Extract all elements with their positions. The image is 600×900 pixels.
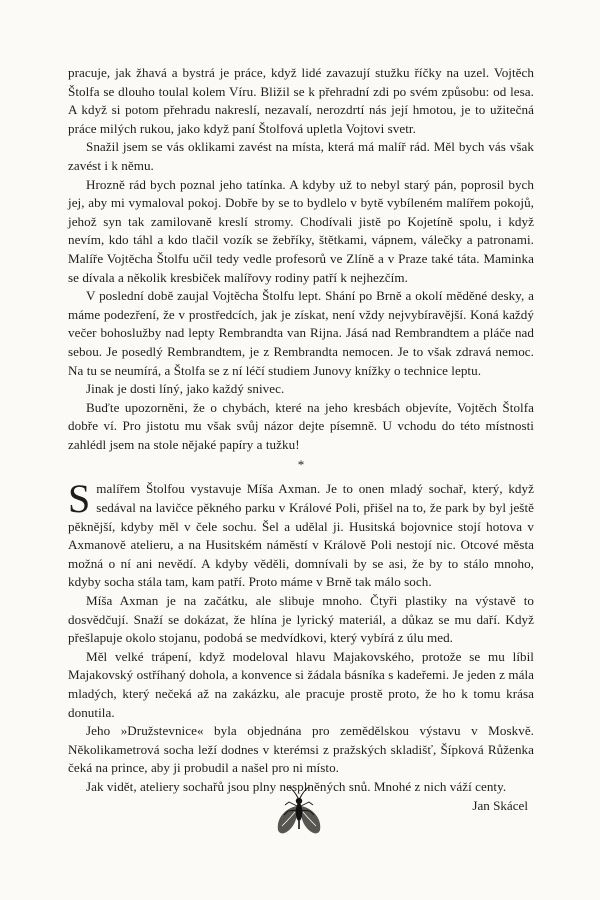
paragraph: Míša Axman je na začátku, ale slibuje mnoho. Čtyři plastiky na výstavě to dosvědčují. Snaží se dokázat, že hlína je lyrický materiál, a důkaz se mu daří. Když přešlapuje okolo stojanu, podobá se medvídkovi, který vybírá z úlu med.: [68, 593, 534, 646]
article-text: [68, 64, 534, 815]
drop-cap: S: [68, 476, 91, 522]
paragraph: Jinak je dosti líný, jako každý snivec.: [86, 381, 285, 397]
paragraph: V poslední době zaujal Vojtěcha Štolfu lept. Shání po Brně a okolí měděné desky, a máme podezření, že v prostředcích, jak je získat, není vždy nejvybíravější. Koná každý večer bohoslužby nad lepty Rembrandta van Rijna. Jásá nad Rembrandtem a pláče nad sebou. Je posedlý Rembrandtem, je z Rembrandta nemocen. Je to však zdravá nemoc. Na tu se neumírá, a Štolfa se z ní léčí studiem Junovy knížky o technice leptu.: [68, 288, 534, 378]
paragraph: Hrozně rád bych poznal jeho tatínka. A kdyby už to nebyl starý pán, poprosil bych jej, aby mi vymaloval pokoj. Dobře by se to bydlelo v bytě vybíleném malířem pokojů, jehož syn tak zamilovaně kreslí stromy. Chodívali jistě po Kojetíně spolu, i když nevím, kdo táhl a kdo tlačil vozík se žebříky, štětkami, vápnem, válečky a patronami. Malíře Vojtěcha Štolfu učil tedy vedle profesorů ve Zlíně a v Praze také táta. Maminka se dívala a několik kresbiček malířovy rodiny patří k nejhezčím.: [68, 176, 534, 285]
paragraph: Jeho »Družstevnice« byla objednána pro zemědělskou výstavu v Moskvě. Několikametrová socha leží dodnes v kterémsi z pražských skladišť, Šípková Růženka čeká na prince, aby ji probudil a našel pro ni místo.: [68, 723, 534, 776]
section-separator: *: [297, 457, 305, 473]
paragraph-text: malířem Štolfou vystavuje Míša Axman. Je to onen mladý sochař, který, když sedával na lavičce pěkného parku v Králové Poli, přišel na to, že park by byl ještě pěknější, kdyby měl v čele sochu. Šel a udělal ji. Husitská bojovnice stojí hotova v Axmanově atelieru, a na Husitském náměstí v Králově Poli nestojí nic. Otcové města možná o ní ani nevědí. A kdyby věděli, domnívali by se asi, že by to stálo mnoho, kdyby socha stála tam, kam patří. Proto máme v Brně tak málo soch.: [68, 481, 534, 590]
fly-icon: [268, 782, 330, 844]
paragraph: pracuje, jak žhavá a bystrá je práce, když lidé zavazují stužku říčky na uzel. Vojtěch Štolfa se dlouho toulal kolem Víru. Bližil se k přehradní zdi po svém způsobu: od lesa. A když si potom přehradu nakreslí, nezavalí, nerozdrtí nás její hmotou, je to užitečná práce milých rukou, jako když paní Štolfová upletla Vojtovi svetr.: [68, 65, 534, 136]
author-signature: Jan Skácel: [472, 797, 528, 813]
paragraph: Buďte upozorněni, že o chybách, které na jeho kresbách objevíte, Vojtěch Štolfa dobře ví. Pro jistotu mu však svůj názor dejte písemně. U vchodu do této místnosti zahlédl jsem na stole nějaké papíry a tužku!: [68, 399, 534, 452]
paragraph: Snažil jsem se vás oklikami zavést na místa, která má malíř rád. Měl bych vás však zavést i k němu.: [68, 139, 534, 173]
paragraph: Měl velké trápení, když modeloval hlavu Majakovského, protože se mu líbil Majakovský ostříhaný dohola, a konvence si žádala básníka s kadeřemi. Je jeden z mála mladých, který nečeká až na zakázku, ale pracuje prostě proto, že ho k tomu krása donutila.: [68, 648, 534, 720]
paragraph: Jak vidět, ateliery sochařů jsou plny nesplněných snů. Mnohé z nich váží centy.: [86, 778, 507, 794]
paragraph: [68, 476, 534, 592]
